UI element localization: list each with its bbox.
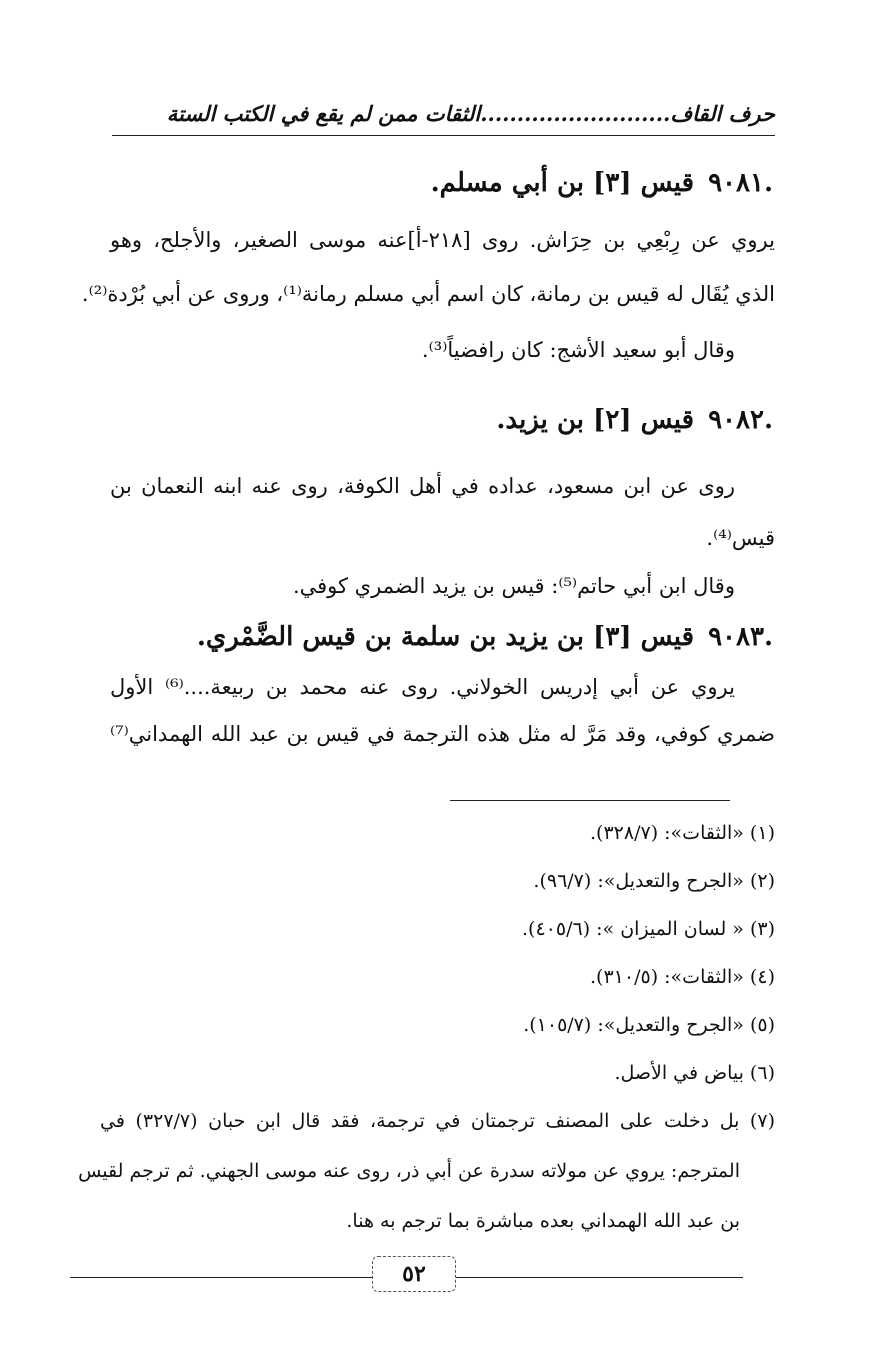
header-dots: ..........................: [480, 101, 671, 126]
entry-number: .٩٠٨٢: [708, 405, 773, 435]
text-line: روى عن ابن مسعود، عداده في أهل الكوفة، روى عنه ابنه النعمان بن: [110, 474, 735, 498]
entry-title: [112, 168, 773, 198]
text-line: ضمري كوفي، وقد مَرَّ له مثل هذه الترجمة في قيس بن عبد الله الهمداني⁽⁷⁾: [110, 722, 775, 746]
text-line: الذي يُقَال له قيس بن رمانة، كان اسم أبي مسلم رمانة⁽¹⁾، وروى عن أبي بُرْدة⁽²⁾.: [81, 282, 775, 306]
footnote: (٦) بياض في الأصل.: [614, 1062, 775, 1084]
header-rule: [112, 135, 775, 136]
text-line: يروي عن رِبْعِي بن حِرَاش. روى [٢١٨-أ]عنه موسى الصغير، والأجلح، وهو: [110, 228, 775, 252]
footnote: (٧) بل دخلت على المصنف ترجمتان في ترجمة، فقد قال ابن حبان (٣٢٧/٧) في: [100, 1110, 775, 1132]
footnote: (٤) «الثقات»: (٣١٠/٥).: [590, 966, 775, 988]
text-line: قيس⁽⁴⁾.: [706, 526, 775, 550]
footnote-continuation: بن عبد الله الهمداني بعده مباشرة بما ترجم به هنا.: [346, 1210, 740, 1232]
footnote: (١) «الثقات»: (٣٢٨/٧).: [590, 822, 775, 844]
page-number: ٥٢: [372, 1256, 456, 1292]
entry-number: .٩٠٨١: [708, 168, 773, 198]
entry-title: [112, 622, 773, 652]
entry-title: [112, 405, 773, 435]
text-line: وقال ابن أبي حاتم⁽⁵⁾: قيس بن يزيد الضمري كوفي.: [292, 574, 735, 598]
entry-name: قيس [٣] بن أبي مسلم.: [430, 168, 695, 198]
footnote-separator: [450, 800, 730, 801]
footnote-continuation: المترجم: يروي عن مولاته سدرة عن أبي ذر، روى عنه موسى الجهني. ثم ترجم لقيس: [78, 1160, 740, 1182]
footnote: (٢) «الجرح والتعديل»: (٩٦/٧).: [533, 870, 775, 892]
running-header: [112, 101, 775, 126]
entry-name: قيس [٢] بن يزيد.: [496, 405, 695, 435]
header-chapter: حرف القاف: [670, 101, 775, 126]
text-line: يروي عن أبي إدريس الخولاني. روى عنه محمد بن ربيعة....⁽⁶⁾ الأول: [110, 675, 735, 699]
footnote: (٣) « لسان الميزان »: (٤٠٥/٦).: [522, 918, 775, 940]
entry-number: .٩٠٨٣: [708, 622, 773, 652]
header-book-title: الثقات ممن لم يقع في الكتب الستة: [166, 101, 481, 126]
entry-name: قيس [٣] بن يزيد بن سلمة بن قيس الضَّمْري.: [196, 622, 695, 652]
text-line: وقال أبو سعيد الأشج: كان رافضياً⁽³⁾.: [421, 338, 735, 362]
footnote: (٥) «الجرح والتعديل»: (١٠٥/٧).: [523, 1014, 775, 1036]
